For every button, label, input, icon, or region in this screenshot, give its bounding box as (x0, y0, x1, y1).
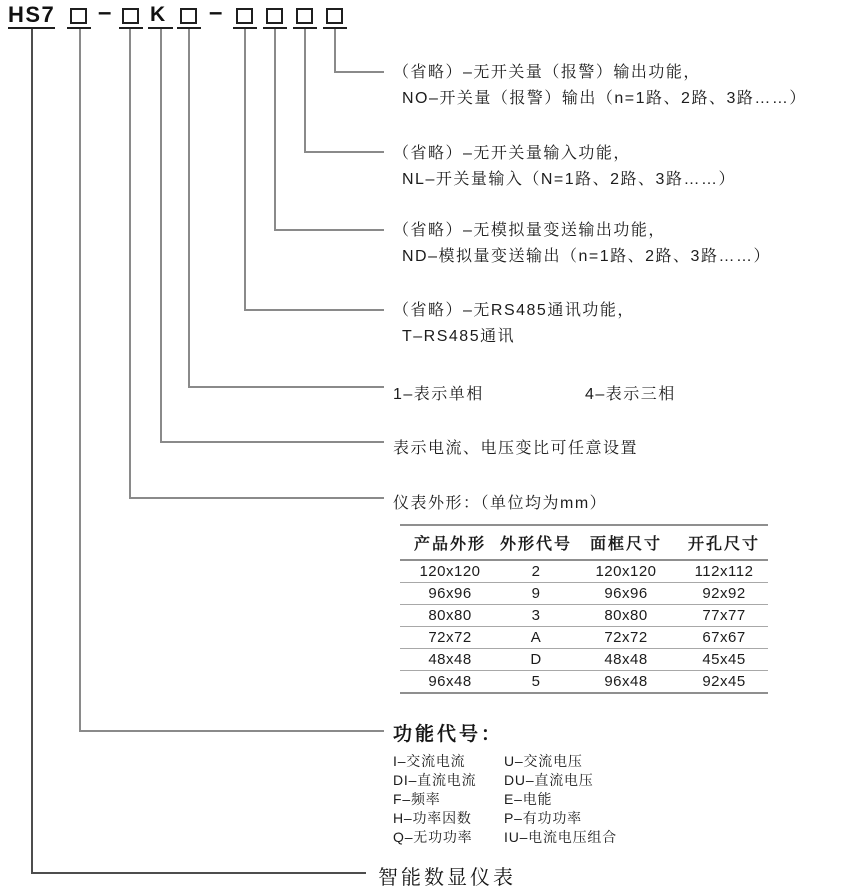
function-code-item: F–频率 (393, 791, 441, 807)
code-k-label: K (150, 3, 166, 26)
code-underline (177, 27, 201, 29)
connector-prefix (32, 29, 366, 873)
table-header-row (400, 525, 768, 560)
table-cell: 120x120 (572, 560, 680, 583)
product-name-label: 智能数显仪表 (378, 867, 516, 889)
table-cell: 77x77 (680, 605, 768, 627)
table-row (400, 560, 768, 583)
branch-line: （省略）–无开关量输入功能， (393, 145, 631, 162)
connector-alarm (335, 29, 384, 72)
code-placeholder-box-alarm (326, 8, 343, 24)
table-cell: 9 (500, 583, 572, 605)
code-underline (148, 27, 173, 29)
branch-line: （省略）–无RS485通讯功能， (393, 302, 635, 319)
code-placeholder-box-shape (122, 8, 139, 24)
branch-line: （省略）–无开关量（报警）输出功能， (393, 64, 701, 81)
function-codes-title: 功能代号： (393, 724, 504, 745)
branch-phase-three: 4–表示三相 (585, 386, 676, 403)
function-code-item: H–功率因数 (393, 810, 472, 826)
table-cell: 72x72 (400, 627, 500, 649)
code-underline (8, 27, 55, 29)
model-prefix: HS7 (8, 2, 56, 27)
code-placeholder-box-rs485 (236, 8, 253, 24)
table-row (400, 671, 768, 694)
function-code-item: DI–直流电流 (393, 772, 477, 788)
table-row (400, 627, 768, 649)
table-row (400, 649, 768, 671)
table-header: 开孔尺寸 (680, 525, 768, 560)
code-underline (67, 27, 91, 29)
table-cell: 112x112 (680, 560, 768, 583)
table-cell: 2 (500, 560, 572, 583)
branch-analog-output (393, 218, 771, 270)
code-underline (323, 27, 347, 29)
function-code-item: P–有功功率 (504, 810, 582, 826)
function-code-item: I–交流电流 (393, 753, 466, 769)
code-placeholder-box-function (70, 8, 87, 24)
code-underline (263, 27, 287, 29)
table-header: 面框尺寸 (572, 525, 680, 560)
branch-switch-input (393, 141, 736, 193)
table-cell: 45x45 (680, 649, 768, 671)
function-code-item: E–电能 (504, 791, 553, 807)
code-underline (233, 27, 257, 29)
connector-ratio (161, 29, 384, 442)
branch-ratio: 表示电流、电压变比可任意设置 (393, 440, 639, 457)
branch-line: ND–模拟量变送输出（n=1路、2路、3路……） (402, 248, 771, 265)
table-cell: 96x48 (400, 671, 500, 694)
connector-analog (275, 29, 384, 230)
table-header: 外形代号 (500, 525, 572, 560)
table-cell: 48x48 (572, 649, 680, 671)
table-cell: 67x67 (680, 627, 768, 649)
code-dash: – (209, 0, 223, 26)
table-cell: 92x92 (680, 583, 768, 605)
function-codes-col2 (504, 752, 617, 847)
branch-line: NO–开关量（报警）输出（n=1路、2路、3路……） (402, 90, 807, 107)
table-header: 产品外形 (400, 525, 500, 560)
table-cell: 120x120 (400, 560, 500, 583)
table-cell: 96x48 (572, 671, 680, 694)
branch-line: T–RS485通讯 (402, 328, 516, 345)
function-code-item: IU–电流电压组合 (504, 829, 617, 845)
function-code-item: Q–无功功率 (393, 829, 473, 845)
table-row (400, 605, 768, 627)
table-cell: 96x96 (400, 583, 500, 605)
table-cell: D (500, 649, 572, 671)
branch-rs485 (393, 298, 635, 350)
table-cell: 3 (500, 605, 572, 627)
table-cell: 72x72 (572, 627, 680, 649)
code-placeholder-box-input (296, 8, 313, 24)
function-code-item: U–交流电压 (504, 753, 583, 769)
code-dash: – (98, 0, 112, 26)
code-underline (119, 27, 143, 29)
connector-function (80, 29, 384, 731)
function-codes-col1 (393, 752, 476, 847)
table-cell: 48x48 (400, 649, 500, 671)
connector-input (305, 29, 384, 152)
code-placeholder-box-phase (180, 8, 197, 24)
code-placeholder-box-analog (266, 8, 283, 24)
table-cell: A (500, 627, 572, 649)
table-row (400, 583, 768, 605)
connector-phase (189, 29, 384, 387)
table-cell: 80x80 (572, 605, 680, 627)
branch-phase-single: 1–表示单相 (393, 386, 484, 403)
connector-shape (130, 29, 384, 498)
function-code-item: DU–直流电压 (504, 772, 594, 788)
table-cell: 92x45 (680, 671, 768, 694)
table-cell: 5 (500, 671, 572, 694)
branch-dimensions-label: 仪表外形：（单位均为mm） (393, 495, 608, 512)
dimension-table (400, 524, 768, 694)
branch-alarm-output (393, 60, 807, 112)
table-cell: 96x96 (572, 583, 680, 605)
table-cell: 80x80 (400, 605, 500, 627)
branch-line: NL–开关量输入（N=1路、2路、3路……） (402, 171, 736, 188)
branch-line: （省略）–无模拟量变送输出功能， (393, 222, 666, 239)
code-underline (293, 27, 317, 29)
